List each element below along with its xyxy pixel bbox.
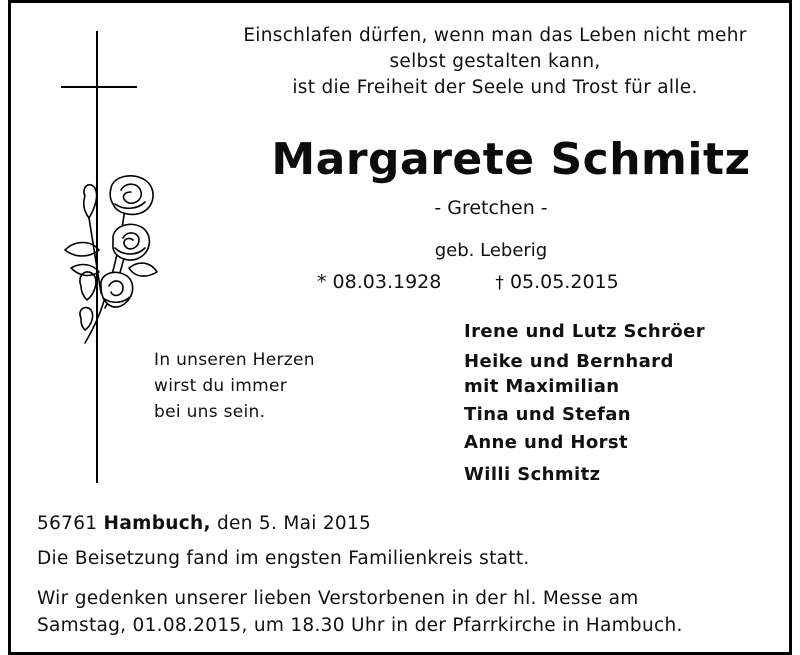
- mass-line: Samstag, 01.08.2015, um 18.30 Uhr in der Pfarrkirche in Hambuch.: [37, 615, 683, 636]
- postal-code: 56761: [37, 513, 98, 534]
- place-and-date: [37, 513, 371, 534]
- quote-line: Einschlafen dürfen, wenn man das Leben nicht mehr: [243, 25, 747, 46]
- burial-note: Die Beisetzung fand im engsten Familienkreis statt.: [37, 548, 530, 569]
- mourner-name: Willi Schmitz: [464, 464, 601, 485]
- side-verse-line: bei uns sein.: [154, 402, 266, 422]
- side-verse: [154, 347, 315, 425]
- mourner-name: mit Maximilian: [464, 376, 620, 397]
- mourner-name: Anne und Horst: [464, 432, 629, 453]
- life-dates: [317, 271, 619, 293]
- deceased-name: Margarete Schmitz: [271, 134, 751, 185]
- mourner-name: Heike und Bernhard: [464, 351, 674, 372]
- deceased-birth-name: geb. Leberig: [434, 240, 548, 261]
- cross-crossbar: [61, 86, 137, 88]
- deceased-nickname: - Gretchen -: [434, 197, 548, 219]
- epitaph-quote: [211, 23, 779, 101]
- death-cross-icon: †: [495, 273, 504, 293]
- mourner-name: Irene und Lutz Schröer: [464, 321, 706, 342]
- quote-line: ist die Freiheit der Seele und Trost für alle.: [292, 77, 698, 98]
- mass-line: Wir gedenken unserer lieben Verstorbenen in der hl. Messe am: [37, 588, 639, 609]
- birth-date: 08.03.1928: [332, 271, 442, 293]
- death-date-group: [495, 271, 618, 293]
- place-name: Hambuch,: [103, 513, 211, 534]
- birth-symbol: *: [317, 271, 327, 293]
- roses-icon: [41, 168, 171, 348]
- notice-date: den 5. Mai 2015: [216, 513, 372, 534]
- side-verse-line: In unseren Herzen: [154, 350, 315, 370]
- death-date: 05.05.2015: [509, 271, 619, 293]
- birth-date-group: [317, 271, 447, 293]
- mourner-name: Tina und Stefan: [464, 404, 632, 425]
- side-verse-line: wirst du immer: [154, 376, 288, 396]
- quote-line: selbst gestalten kann,: [389, 51, 601, 72]
- memorial-mass-note: [37, 585, 683, 639]
- obituary-notice: [8, 0, 792, 655]
